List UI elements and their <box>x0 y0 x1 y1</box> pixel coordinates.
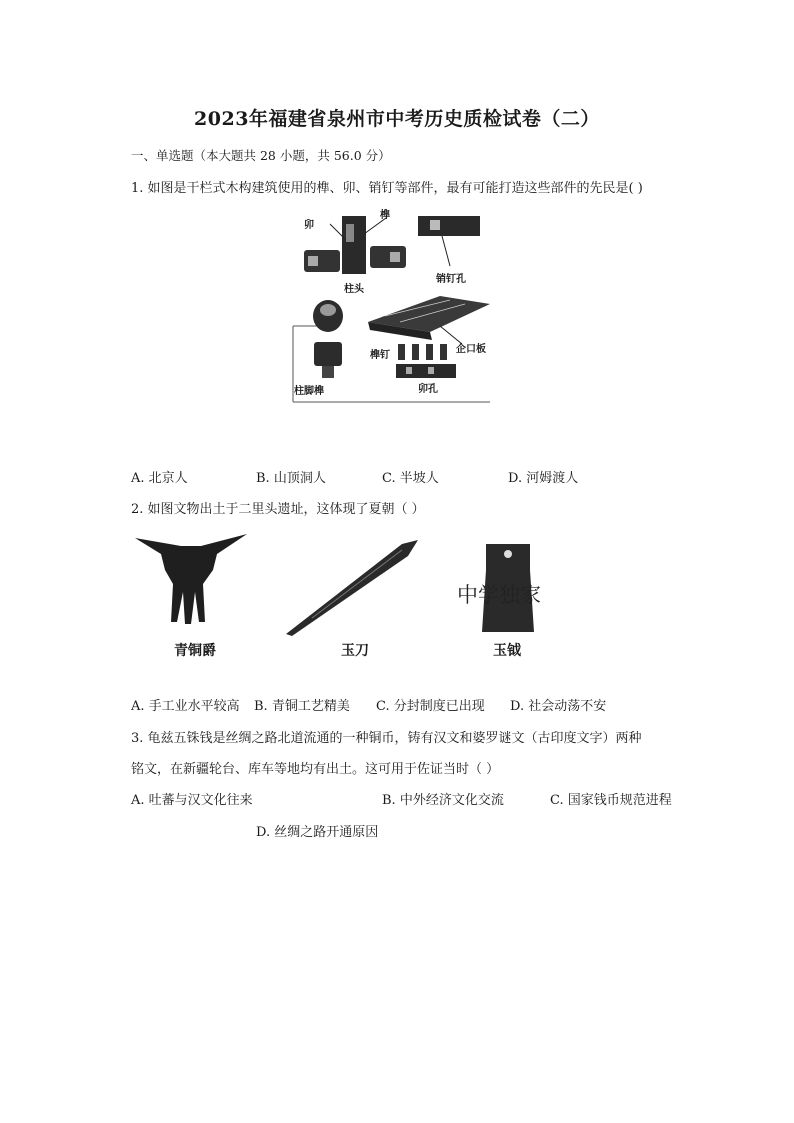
label-sun: 榫 <box>380 210 390 221</box>
label-zhutou: 柱头 <box>344 284 364 295</box>
question-2-stem: 2. 如图文物出土于二里头遗址，这体现了夏朝（ ） <box>131 502 425 517</box>
label-sunding: 榫钉 <box>370 350 390 361</box>
label-zhujiaosun: 柱脚榫 <box>294 386 324 397</box>
question-2-option-d[interactable]: D. 社会动荡不安 <box>510 699 607 714</box>
question-1-option-a[interactable]: A. 北京人 <box>131 471 188 486</box>
question-1-option-d[interactable]: D. 河姆渡人 <box>508 471 579 486</box>
question-3-option-a[interactable]: A. 吐蕃与汉文化往来 <box>131 793 253 808</box>
jade-knife-image <box>282 538 422 638</box>
question-3-option-c[interactable]: C. 国家钱币规范进程 <box>550 793 672 808</box>
label-mao: 卯 <box>304 220 314 231</box>
question-1-stem: 1. 如图是干栏式木构建筑使用的榫、卯、销钉等部件，最有可能打造这些部件的先民是( ) <box>131 181 643 196</box>
bronze-jue-image <box>133 532 249 632</box>
label-xiaodingkong: 销钉孔 <box>436 274 466 285</box>
question-3-option-b[interactable]: B. 中外经济文化交流 <box>382 793 504 808</box>
caption-bronze-jue: 青铜爵 <box>174 643 216 659</box>
question-1-option-b[interactable]: B. 山顶洞人 <box>256 471 326 486</box>
caption-jade-yue: 玉钺 <box>493 643 521 659</box>
watermark-text: 中学独家 <box>457 583 541 607</box>
question-3-option-d[interactable]: D. 丝绸之路开通原因 <box>256 825 379 840</box>
section-heading: 一、单选题（本大题共 28 小题，共 56.0 分） <box>131 148 391 163</box>
caption-jade-knife: 玉刀 <box>341 643 369 659</box>
wooden-joints-diagram <box>290 204 502 404</box>
question-3-stem-line-2: 铭文，在新疆轮台、库车等地均有出土。这可用于佐证当时（ ） <box>131 762 500 777</box>
page-title: 2023年福建省泉州市中考历史质检试卷（二） <box>194 108 600 130</box>
label-qikouban: 企口板 <box>456 344 486 355</box>
question-1-option-c[interactable]: C. 半坡人 <box>382 471 439 486</box>
question-1-figure <box>290 204 502 404</box>
question-2-option-b[interactable]: B. 青铜工艺精美 <box>254 699 350 714</box>
label-maokong: 卯孔 <box>418 384 438 395</box>
question-2-option-c[interactable]: C. 分封制度已出现 <box>376 699 485 714</box>
question-3-stem-line-1: 3. 龟兹五铢钱是丝绸之路北道流通的一种铜币，铸有汉文和婆罗谜文（古印度文字）两种 <box>131 731 642 746</box>
question-2-option-a[interactable]: A. 手工业水平较高 <box>131 699 240 714</box>
